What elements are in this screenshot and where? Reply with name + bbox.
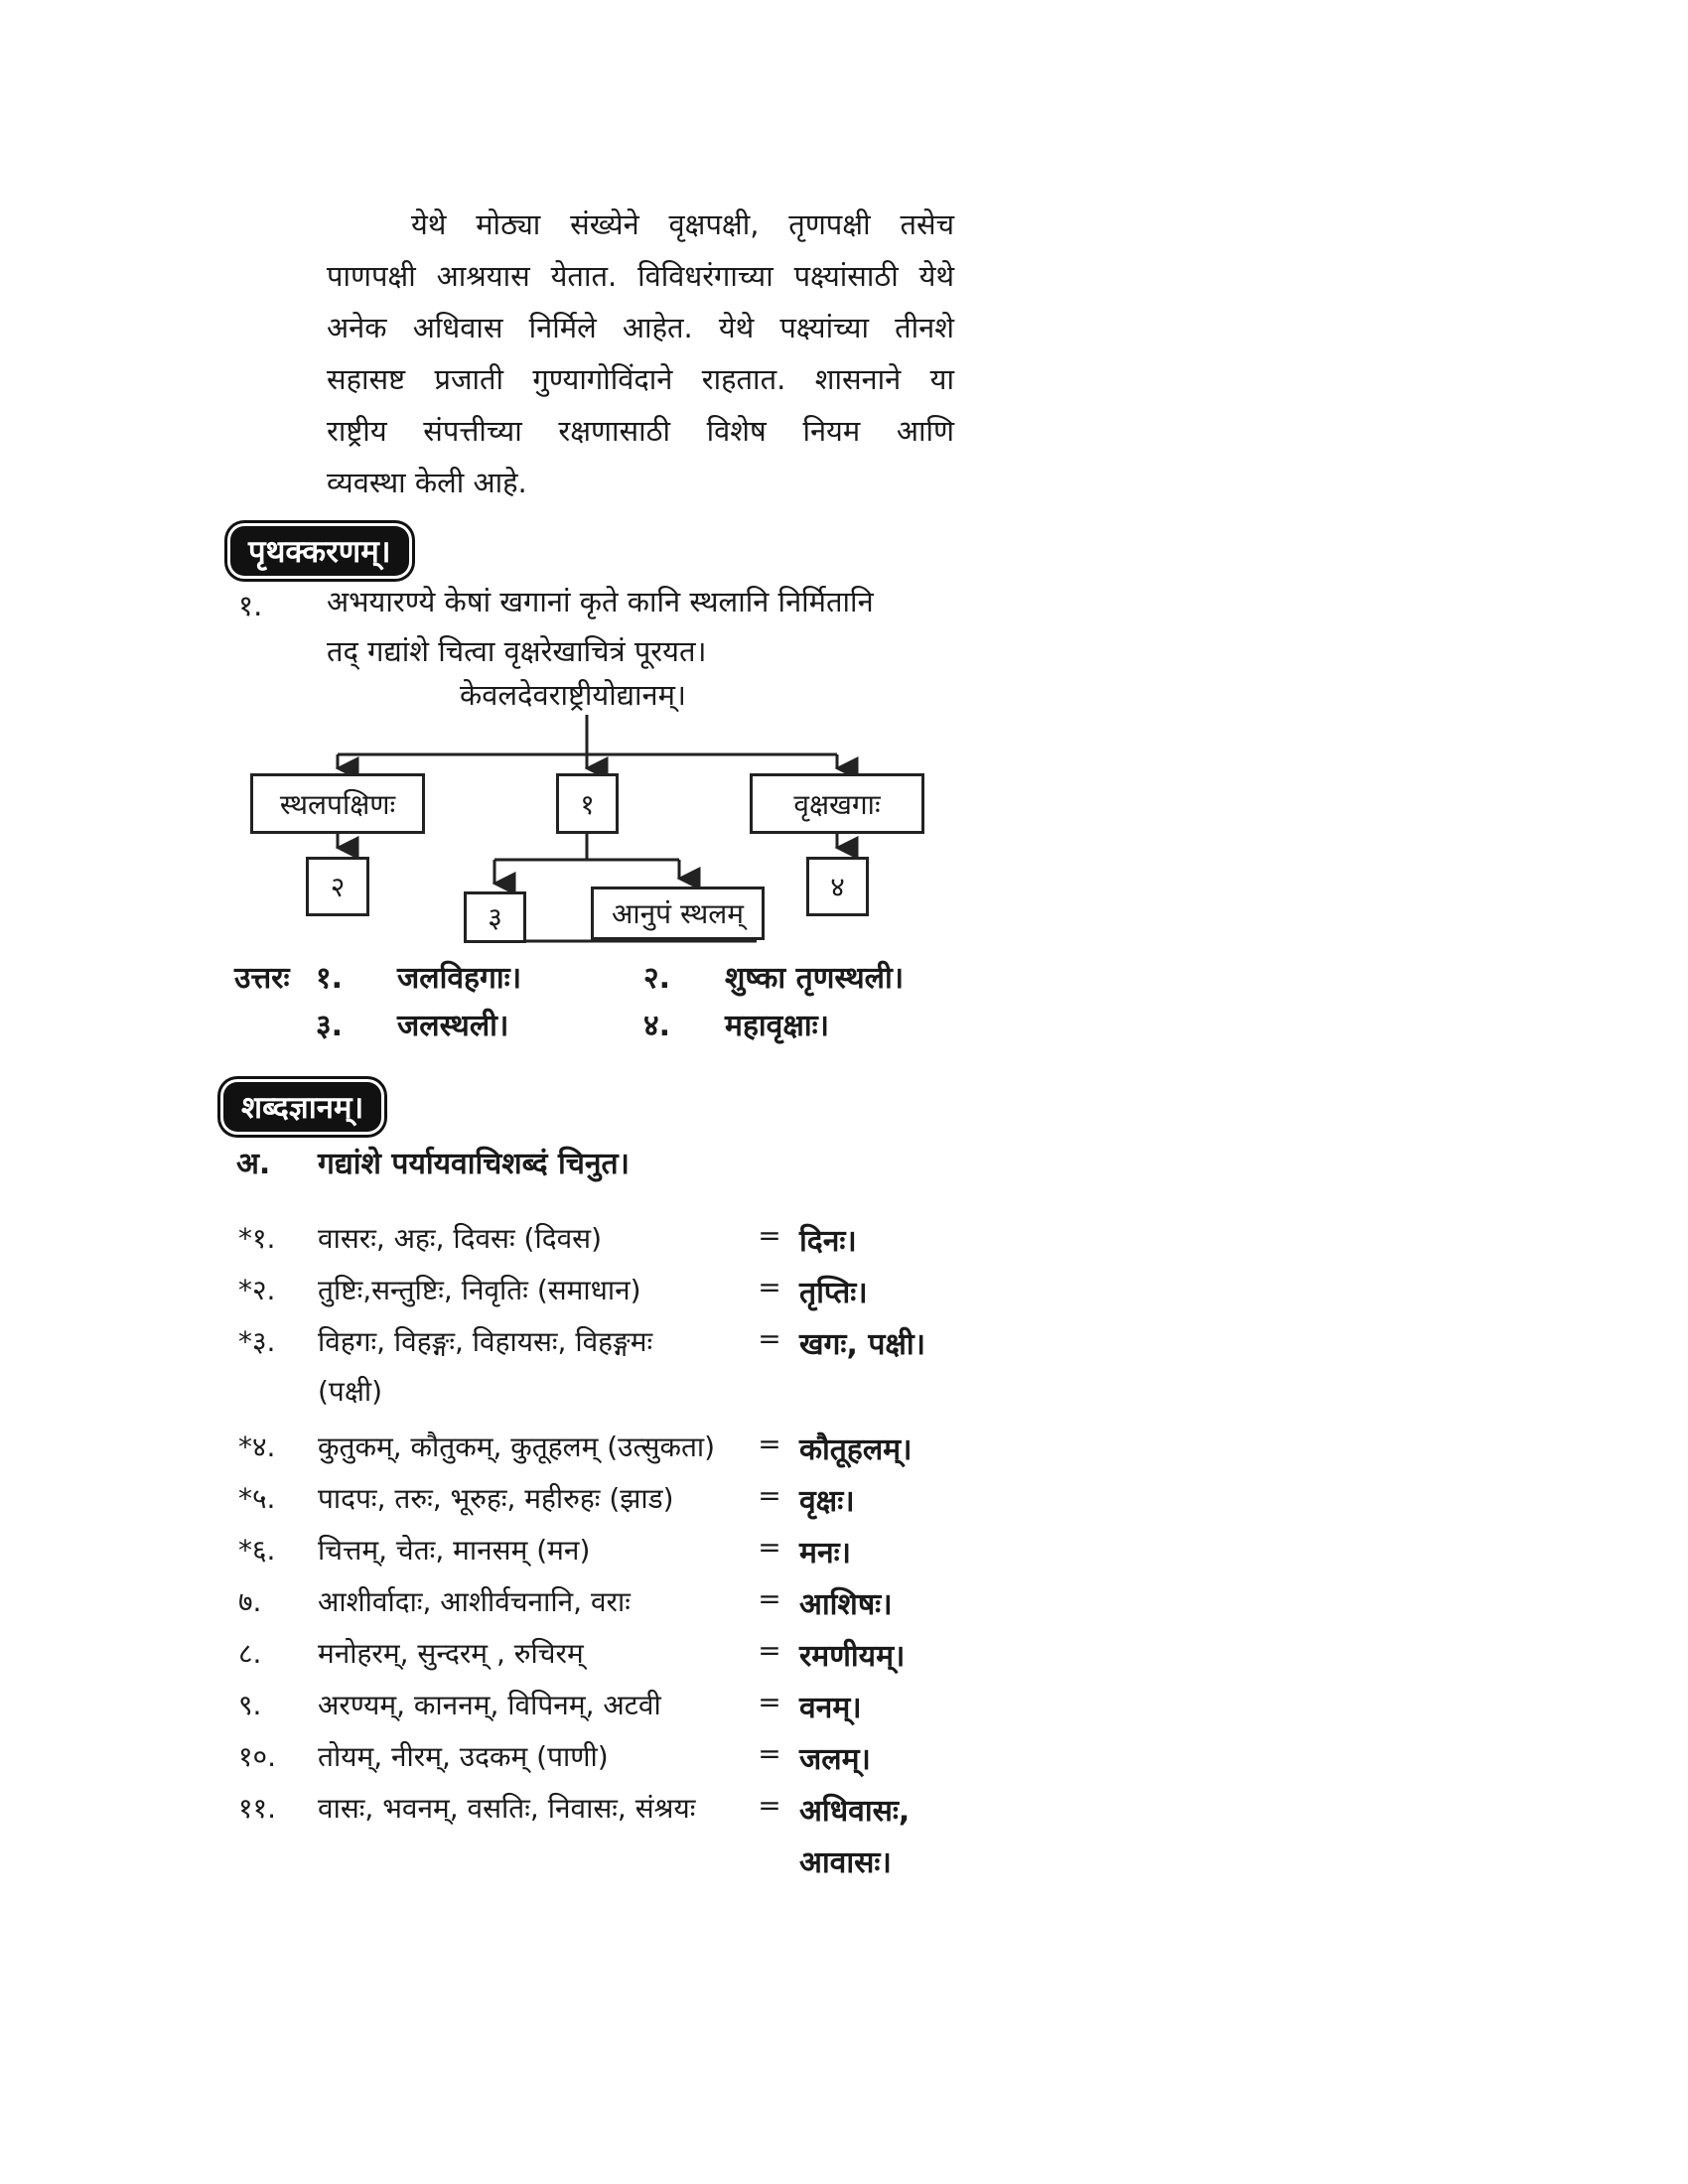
row-words: वासरः, अहः, दिवसः (दिवस) [318, 1222, 603, 1255]
row-result: वनम्। [799, 1691, 862, 1725]
paragraph-line: व्यवस्था केली आहे. [327, 466, 527, 499]
row-equals: = [758, 1428, 781, 1460]
row-result: तृप्तिः। [799, 1276, 868, 1310]
answer-text: महावृक्षाः। [725, 1009, 830, 1043]
row-result: रमणीयम्। [799, 1639, 906, 1674]
section-heading-analysis: पृथक्करणम्। [230, 526, 409, 576]
row-number: *१. [238, 1222, 276, 1255]
row-equals: = [758, 1219, 781, 1252]
row-result: आशिषः। [799, 1587, 893, 1622]
question-text-line2: तद् गद्यांशे चित्वा वृक्षरेखाचित्रं पूरयत। [327, 634, 707, 668]
row-result: मनः। [799, 1536, 852, 1570]
row-number: *३. [238, 1325, 276, 1358]
row-number: ९. [238, 1689, 262, 1721]
row-words: विहगः, विहङ्गः, विहायसः, विहङ्गमः [318, 1325, 653, 1358]
paragraph-line: सहासष्ट प्रजाती गुण्यागोविंदाने राहतात. शासनाने या [327, 362, 954, 396]
row-number: ८. [238, 1637, 262, 1670]
paragraph-line: अनेक अधिवास निर्मिले आहेत. येथे पक्ष्यांच्या तीनशे [327, 311, 954, 344]
question-text-line1: अभयारण्ये केषां खगानां कृते कानि स्थलानि निर्मितानि [327, 585, 874, 618]
row-number: *५. [238, 1482, 276, 1515]
row-equals: = [758, 1322, 781, 1355]
tree-node-right-child: ४ [806, 857, 869, 916]
paragraph-line: राष्ट्रीय संपत्तीच्या रक्षणासाठी विशेष नियम आणि [327, 414, 954, 448]
answer-text: शुष्का तृणस्थली। [725, 961, 905, 996]
paragraph-line: येथे मोठ्या संख्येने वृक्षपक्षी, तृणपक्षी तसेच [411, 207, 954, 241]
row-result: जलम्। [799, 1742, 871, 1777]
row-words: वासः, भवनम्, वसतिः, निवासः, संश्रयः [318, 1792, 696, 1825]
row-words: आशीर्वादाः, आशीर्वचनानि, वराः [318, 1585, 631, 1618]
row-equals: = [758, 1479, 781, 1512]
row-words: कुतुकम्, कौतुकम्, कुतूहलम् (उत्सुकता) [318, 1431, 716, 1463]
row-equals: = [758, 1789, 781, 1822]
question-number: १. [238, 589, 263, 622]
row-words: पादपः, तरुः, भूरुहः, महीरुहः (झाड) [318, 1482, 674, 1515]
row-words: अरण्यम्, काननम्, विपिनम्, अटवी [318, 1689, 661, 1721]
answer-num: १. [316, 961, 343, 996]
row-number: ११. [238, 1792, 277, 1825]
row-number: *४. [238, 1431, 276, 1463]
row-words-continued: (पक्षी) [318, 1375, 383, 1408]
row-words: मनोहरम्, सुन्दरम् , रुचिरम् [318, 1637, 584, 1670]
row-result: खगः, पक्षी। [799, 1327, 926, 1362]
subsection-letter: अ. [236, 1147, 271, 1181]
row-result-continued: आवासः। [799, 1845, 892, 1880]
row-words: तुष्टिः,सन्तुष्टिः, निवृतिः (समाधान) [318, 1274, 641, 1306]
row-number: *६. [238, 1534, 276, 1567]
row-words: तोयम्, नीरम्, उदकम् (पाणी) [318, 1740, 609, 1773]
answer-text: जलस्थली। [397, 1009, 509, 1043]
row-number: *२. [238, 1274, 276, 1306]
row-number: १०. [238, 1740, 277, 1773]
row-equals: = [758, 1634, 781, 1667]
section-heading-vocabulary: शब्दज्ञानम्। [223, 1082, 381, 1132]
tree-node-middle-child-b: आनुपं स्थलम् [591, 887, 765, 940]
answer-num: २. [643, 961, 670, 996]
tree-node-left: स्थलपक्षिणः [250, 773, 425, 834]
row-number: ७. [238, 1585, 262, 1618]
row-equals: = [758, 1582, 781, 1615]
row-equals: = [758, 1531, 781, 1564]
row-result: दिनः। [799, 1224, 857, 1259]
answer-text: जलविहगाः। [397, 961, 522, 996]
row-result: वृक्षः। [799, 1484, 855, 1519]
row-result: कौतूहलम्। [799, 1433, 913, 1467]
tree-root-label: केवलदेवराष्ट्रीयोद्यानम्। [460, 678, 686, 712]
row-equals: = [758, 1271, 781, 1303]
row-words: चित्तम्, चेतः, मानसम् (मन) [318, 1534, 591, 1567]
tree-node-left-child: २ [306, 857, 369, 916]
answer-num: ३. [316, 1009, 343, 1043]
answer-num: ४. [643, 1009, 670, 1043]
tree-node-middle-child-a: ३ [464, 891, 526, 943]
row-equals: = [758, 1686, 781, 1718]
answer-label: उत्तरः [234, 961, 290, 996]
subsection-title: गद्यांशे पर्यायवाचिशब्दं चिनुत। [318, 1147, 630, 1181]
row-equals: = [758, 1737, 781, 1770]
row-result: अधिवासः, [799, 1794, 911, 1829]
tree-node-middle: १ [556, 773, 619, 834]
tree-node-right: वृक्षखगाः [750, 773, 924, 834]
paragraph-line: पाणपक्षी आश्रयास येतात. विविधरंगाच्या पक्ष्यांसाठी येथे [327, 259, 954, 293]
